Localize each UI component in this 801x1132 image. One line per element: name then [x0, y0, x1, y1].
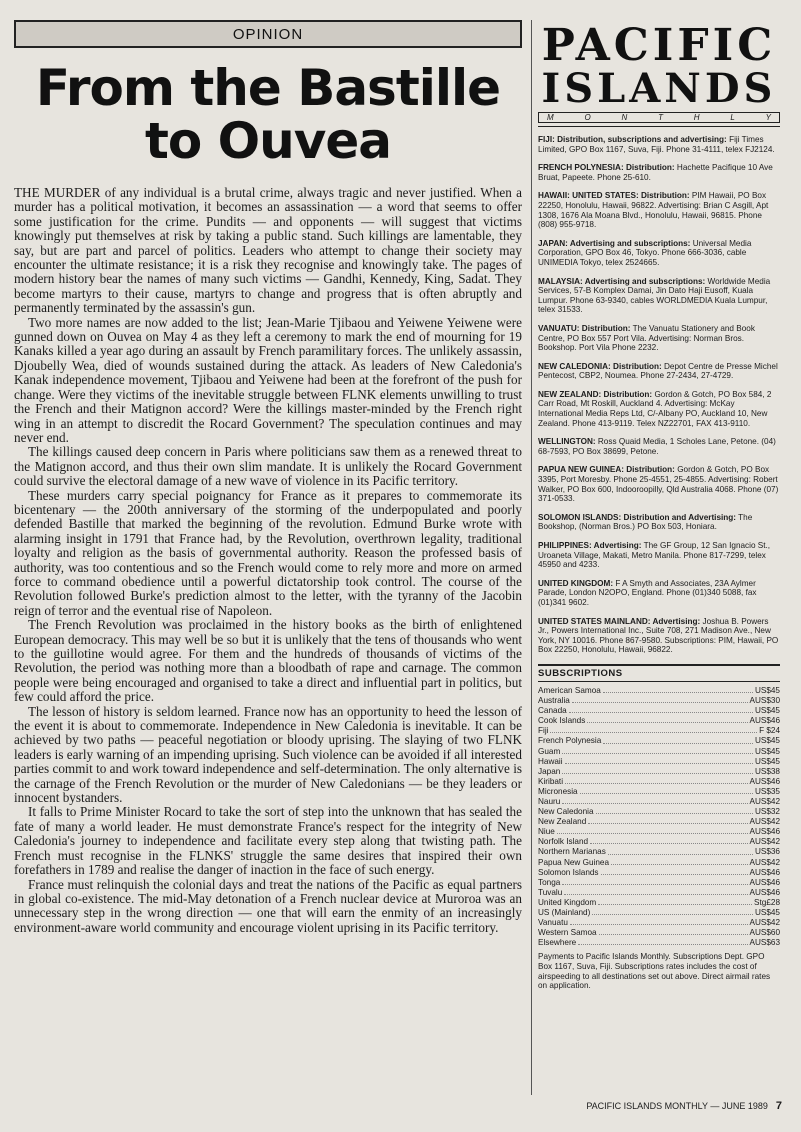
masthead-line-2: ISLANDS: [541, 65, 777, 112]
rate-place: New Zealand: [538, 817, 587, 827]
distribution-head: UNITED KINGDOM:: [538, 578, 614, 588]
rate-place: New Caledonia: [538, 807, 594, 817]
rate-price: AUS$46: [749, 716, 780, 726]
rate-price: AUS$60: [749, 928, 780, 938]
leader-dots: [557, 827, 748, 834]
rate-row: [538, 726, 780, 736]
rate-place: Papua New Guinea: [538, 857, 610, 867]
rate-row: [538, 807, 780, 817]
article-paragraph: It falls to Prime Minister Rocard to take the sort of step into the unknown that has sealed the fate of many a world leader. He must demonstrate France's respect for the integrity of New Caledonia's journey to independence and facilitate every step along that twisting path. The French must recognise in the FLNKS' struggle the same desires that inspired their own forefathers in 1789 and realise the danger of inaction in the face of such energy.: [14, 804, 522, 878]
rate-price: F $24: [759, 726, 780, 736]
rate-place: Japan: [538, 766, 561, 776]
rate-place: Elsewhere: [538, 938, 577, 948]
distribution-text: The GF Group, 12 San Ignacio St., Uroaneta Village, Makati, Metro Manila. Phone 817-7299, telex 45950 and 4233.: [538, 541, 771, 570]
rate-price: AUS$42: [749, 857, 780, 867]
leader-dots: [608, 847, 753, 854]
distribution-text: Ross Quaid Media, 1 Scholes Lane, Petone. (04) 68-7593, PO Box 38699, Petone.: [538, 437, 776, 456]
rate-row: [538, 696, 780, 706]
leader-dots: [562, 747, 753, 754]
article-body: [14, 186, 522, 935]
rate-place: Hawaii: [538, 756, 563, 766]
distribution-text: The Vanuatu Stationery and Book Centre, PO Box 557 Port Vila. Advertising: Norman Bros. Bookshop. Port Vila Phone 2232.: [538, 323, 755, 353]
distribution-head: PHILIPPINES: Advertising:: [538, 541, 642, 550]
leader-dots: [564, 888, 747, 895]
leader-dots: [587, 716, 747, 723]
page-footer: [538, 1100, 782, 1112]
distribution-text: The Bookshop, (Norman Bros.) PO Box 503, Honiara.: [538, 512, 753, 532]
article-paragraph: Two more names are now added to the list; Jean-Marie Tjibaou and Yeiwene Yeiwene were gunned down on Ouvea on May 4 as they left a ceremony to mark the end of mourning for 19 Kanaks killed a year ago during an assault by French paramilitary forces. The unlikely assassin, Djoubelly Wea, died of wounds sustained during the attack. As leaders of New Caledonia's Kanak independence movement, Tjibaou and Yeiwene had been at the forefront of the push for change. Were they victims of the inevitable struggle between FLNK elements unwilling to trust the French and their Matignon accord? Were the killings master-minded by the French right wing in an attempt to discredit the Rocard Government? The speculation continues and may never end.: [14, 314, 522, 445]
rate-place: Northern Marianas: [538, 847, 606, 857]
rate-price: US$45: [754, 908, 780, 917]
rate-row: [538, 767, 780, 777]
distribution-text: Fiji Times Limited, GPO Box 1167, Suva, Fiji. Phone 31-4111, telex FJ2124.: [538, 135, 775, 154]
leader-dots: [565, 777, 747, 784]
rate-place: Kiribati: [538, 776, 564, 786]
article-paragraph: THE MURDER of any individual is a brutal crime, always tragic and never justified. When a murder has a political motivation, it becomes an assassination — a word that seems to offer some justification for the crime. Pundits — and opponents — will suggest that victims knowingly put themselves at risk by taking a public stand. Such killings are lamentable, they say, but are part and parcel of politics. Leaders who attempt to change their society may encounter the ultimate resistance; it is a risk they recognise and knowingly take. The pages of modern history bear the names of many such victims — Gandhi, Kennedy, King, Sadat. They become martyrs to their cause, martyrs to change and progress that is often abruptly and permanently terminated by the assassin's gun.: [14, 185, 522, 316]
rate-price: US$38: [754, 766, 780, 776]
rate-row: [538, 918, 780, 928]
leader-dots: [569, 706, 753, 713]
rate-place: Nauru: [538, 796, 561, 806]
rate-row: [538, 858, 780, 868]
rate-place: French Polynesia: [538, 736, 602, 746]
rate-place: Vanuatu: [538, 918, 568, 928]
rate-place: Fiji: [538, 726, 549, 736]
distribution-head: UNITED STATES MAINLAND: Advertising:: [538, 616, 701, 626]
rate-row: [538, 888, 780, 898]
rate-place: Guam: [538, 746, 561, 756]
rate-price: AUS$46: [749, 887, 780, 897]
rate-row: [538, 827, 780, 837]
rate-row: [538, 787, 780, 797]
distribution-entry: [538, 513, 780, 532]
rate-place: Australia: [538, 696, 570, 706]
distribution-head: PAPUA NEW GUINEA: Distribution:: [538, 465, 675, 475]
rate-row: [538, 716, 780, 726]
rate-place: Niue: [538, 827, 555, 837]
leader-dots: [578, 938, 747, 945]
leader-dots: [562, 797, 747, 804]
leader-dots: [599, 928, 748, 935]
rate-row: [538, 847, 780, 857]
leader-dots: [598, 898, 752, 905]
section-label: OPINION: [14, 20, 522, 48]
leader-dots: [603, 686, 753, 693]
distribution-text: F A Smyth and Associates, 23A Aylmer Parade, London N2OPO, England. Phone (01)340 5088, fax (01)341 9602.: [538, 578, 757, 607]
masthead-rule: [538, 126, 780, 127]
rate-row: [538, 686, 780, 696]
rate-price: AUS$46: [749, 776, 780, 786]
rate-price: US$45: [754, 685, 780, 695]
monthly-letter: N: [621, 113, 628, 122]
article-paragraph: France must relinquish the colonial days and treat the nations of the Pacific as equal partners in global co-existence. The mid-May detonation of a French nuclear device at Muroroa was an unnecessary step in the wrong direction — one that will earn the enmity of an increasingly environment-aware world community and encourage violent uprising in its Pacific territory.: [14, 876, 522, 935]
distribution-entry: [538, 239, 780, 268]
rate-price: US$32: [754, 807, 780, 817]
leader-dots: [603, 736, 753, 743]
rate-place: Solomon Islands: [538, 867, 599, 877]
rate-price: Stg£28: [754, 897, 780, 907]
rate-place: Tonga: [538, 877, 561, 887]
distribution-entry: [538, 135, 780, 154]
rate-price: AUS$63: [749, 938, 780, 948]
distribution-head: NEW CALEDONIA: Distribution:: [538, 361, 662, 371]
monthly-letter: T: [658, 113, 663, 122]
headline-line-1: From the Bastille: [35, 59, 501, 117]
column-divider: [531, 20, 532, 1095]
rate-price: AUS$42: [749, 796, 780, 806]
page-title: [14, 59, 522, 170]
distribution-head: SOLOMON ISLANDS: Distribution and Advertising:: [538, 512, 737, 522]
rate-price: AUS$42: [749, 918, 780, 928]
rate-place: Micronesia: [538, 786, 578, 796]
rate-row: [538, 878, 780, 888]
rate-price: AUS$46: [749, 877, 780, 887]
leader-dots: [562, 767, 753, 774]
rate-price: US$45: [754, 756, 780, 766]
rate-price: AUS$42: [749, 817, 780, 827]
rate-row: [538, 817, 780, 827]
distribution-entry: [538, 163, 780, 182]
distribution-head: FRENCH POLYNESIA: Distribution:: [538, 163, 675, 173]
distribution-entry: [538, 277, 780, 315]
rate-row: [538, 938, 780, 948]
distribution-text: Gordon & Gotch, PO Box 584, 2 Carr Road, Mt Roskill, Auckland 4. Advertising: McKay International Media Reps Ltd, C/-Albany PO, Auckland 10, New Zealand. Phone 413-9119. Telex NZ22701, FAX 413-9110.: [538, 389, 772, 428]
distribution-head: FIJI: Distribution, subscriptions and advertising:: [538, 135, 727, 144]
rate-place: Western Samoa: [538, 928, 597, 938]
monthly-letter: M: [547, 113, 554, 122]
distribution-entry: [538, 437, 780, 456]
headline-line-2: to Ouvea: [144, 112, 391, 170]
distribution-head: VANUATU: Distribution:: [538, 323, 631, 333]
leader-dots: [580, 787, 753, 794]
rate-price: AUS$46: [749, 867, 780, 877]
rate-place: US (Mainland): [538, 908, 591, 917]
subscriptions-heading: SUBSCRIPTIONS: [538, 664, 780, 682]
rate-place: Cook Islands: [538, 716, 586, 726]
distribution-entry: [538, 324, 780, 353]
leader-dots: [601, 868, 748, 875]
sidebar: [538, 20, 780, 991]
monthly-letter: Y: [765, 113, 771, 122]
distribution-head: JAPAN: Advertising and subscriptions:: [538, 238, 691, 248]
masthead-line-1: PACIFIC: [541, 20, 777, 71]
rate-row: [538, 797, 780, 807]
rate-row: [538, 757, 780, 767]
rate-price: AUS$30: [749, 696, 780, 706]
leader-dots: [590, 837, 747, 844]
rate-row: [538, 706, 780, 716]
distribution-text: Hachette Pacifique 10 Ave Bruat, Papeete. Phone 25-610.: [538, 163, 773, 182]
leader-dots: [592, 908, 753, 915]
leader-dots: [550, 726, 757, 733]
rate-place: Norfolk Island: [538, 837, 589, 847]
article-paragraph: The lesson of history is seldom learned. France now has an opportunity to heed the lesson of the event it is about to commemorate. Independence in New Caledonia is inevitable. It can be achieved by two paths — peaceful negotiation or bloody uprising. The slaying of two FLNK leaders is early warning of an impending uprising. Such violence can be avoided if all interested parties commit to and work toward independence and self-determination. The only alternative is the carnage of the French Revolution or the murder of New Caledonians — be they leaders or innocent bystanders.: [14, 703, 522, 806]
leader-dots: [611, 858, 747, 865]
article-paragraph: The killings caused deep concern in Paris where politicians saw them as a renewed threat to the Matignon accord, and thus their own slim mandate. It is unlikely the Rocard Government could survive the electoral damage of a new wave of violence in its Pacific territory.: [14, 444, 522, 489]
rate-price: US$35: [754, 786, 780, 796]
rate-row: [538, 928, 780, 938]
rate-place: Canada: [538, 706, 567, 716]
distribution-text: PIM Hawaii, PO Box 22250, Honolulu, Hawaii, 96822. Advertising: Brian C Asgill, Apt 1308, 1676 Ala Moana Blvd., Honolulu, Hawaii, 96815. Phone (808) 955-9718.: [538, 191, 769, 230]
leader-dots: [588, 817, 747, 824]
rate-place: American Samoa: [538, 685, 601, 695]
rate-price: AUS$46: [749, 827, 780, 837]
leader-dots: [565, 757, 753, 764]
subscription-rates: [538, 686, 780, 948]
rate-row: [538, 837, 780, 847]
rate-place: Tuvalu: [538, 887, 563, 897]
distribution-text: Worldwide Media Services, 57-B Komplex Damai, Jin Dato Haji Eusoff, Kuala Lumpur. Phone 63-9340, cables WORLDMEDIA Kuala Lumpur, telex 31533.: [538, 276, 771, 315]
distribution-text: Gordon & Gotch, PO Box 3395, Port Moresby. Phone 25-4551, 25-4855. Advertising: Robert Walker, PO Box 600, Indooroopilly, Qld Australia 4068. Phone (07) 371-0533.: [538, 465, 779, 504]
rate-row: [538, 868, 780, 878]
rate-row: [538, 908, 780, 918]
opinion-article: [14, 20, 522, 935]
article-paragraph: The French Revolution was proclaimed in the history books as the birth of enlightened European democracy. This may well be so but it is unlikely that the tens of thousands who went to the guillotine would agree. For them and the hundreds of thousands of victims of the Revolution, the period was nothing more than a bloodbath of rape and carnage. The common people were being encouraged and organised to take a direct and influential part in politics, but few could afford the price.: [14, 617, 522, 705]
distribution-entry: [538, 362, 780, 381]
rate-row: [538, 898, 780, 908]
distribution-text: Joshua B. Powers Jr., Powers International Inc., Suite 708, 271 Madison Ave., New York, NY 10016. Phone 867-9580. Subscriptions: PIM, Hawaii, PO Box 22250, Honolulu, Hawaii, 96822.: [538, 616, 779, 655]
rate-price: US$45: [754, 706, 780, 716]
distribution-text: Depot Centre de Presse Michel Pentecost, CBP2, Noumea. Phone 27-2434, 27-4729.: [538, 361, 778, 381]
distribution-list: [538, 135, 780, 655]
leader-dots: [596, 807, 753, 814]
monthly-letter: O: [584, 113, 591, 122]
distribution-entry: [538, 191, 780, 229]
footer-text: PACIFIC ISLANDS MONTHLY — JUNE 1989: [586, 1101, 768, 1111]
distribution-entry: [538, 465, 780, 503]
page-number: 7: [775, 1100, 782, 1112]
rate-row: [538, 747, 780, 757]
rate-price: AUS$42: [749, 837, 780, 847]
distribution-entry: [538, 579, 780, 608]
distribution-head: HAWAII: UNITED STATES: Distribution:: [538, 191, 690, 201]
rate-price: US$45: [754, 746, 780, 756]
distribution-head: WELLINGTON:: [538, 437, 596, 447]
rate-row: [538, 777, 780, 787]
masthead-monthly: [538, 112, 780, 123]
distribution-text: Universal Media Corporation, GPO Box 46, Tokyo. Phone 666-3036, cable UNIMEDIA Tokyo, telex 2524665.: [538, 238, 752, 267]
leader-dots: [562, 878, 747, 885]
rate-price: US$36: [754, 847, 780, 857]
monthly-letter: L: [730, 113, 735, 122]
distribution-head: NEW ZEALAND: Distribution:: [538, 389, 653, 399]
leader-dots: [570, 918, 748, 925]
distribution-entry: [538, 617, 780, 655]
subscriptions-note: Payments to Pacific Islands Monthly. Subscriptions Dept. GPO Box 1167, Suva, Fiji. Subscriptions rates includes the cost of airspeeding to all destinations set out above. Direct airmail rates on application.: [538, 952, 771, 991]
rate-row: [538, 736, 780, 746]
distribution-head: MALAYSIA: Advertising and subscriptions:: [538, 276, 706, 286]
distribution-entry: [538, 390, 780, 428]
rate-place: United Kingdom: [538, 897, 597, 907]
article-paragraph: These murders carry special poignancy for France as it prepares to commemorate its bicentenary — the 200th anniversary of the storming of the underpopulated and poorly defended Bastille that marked the beginning of the revolution. Edmund Burke wrote with alarming insight in 1791 that France had, by the Revolution, overthrown legality, traditional loyalty and religion as the basis of governmental authority. Reason the professed basis of authority, was too contentious and so the French would come to rely more and more on armed force to command obedience until a powerful dictatorship took control. The course of the Revolution followed Burke's prediction almost to the letter, with the tyranny of the Jacobin reign of terror and the eventual rise of Napoleon.: [14, 487, 522, 618]
leader-dots: [572, 696, 748, 703]
distribution-entry: [538, 541, 780, 570]
monthly-letter: H: [693, 113, 700, 122]
rate-price: US$45: [754, 736, 780, 746]
